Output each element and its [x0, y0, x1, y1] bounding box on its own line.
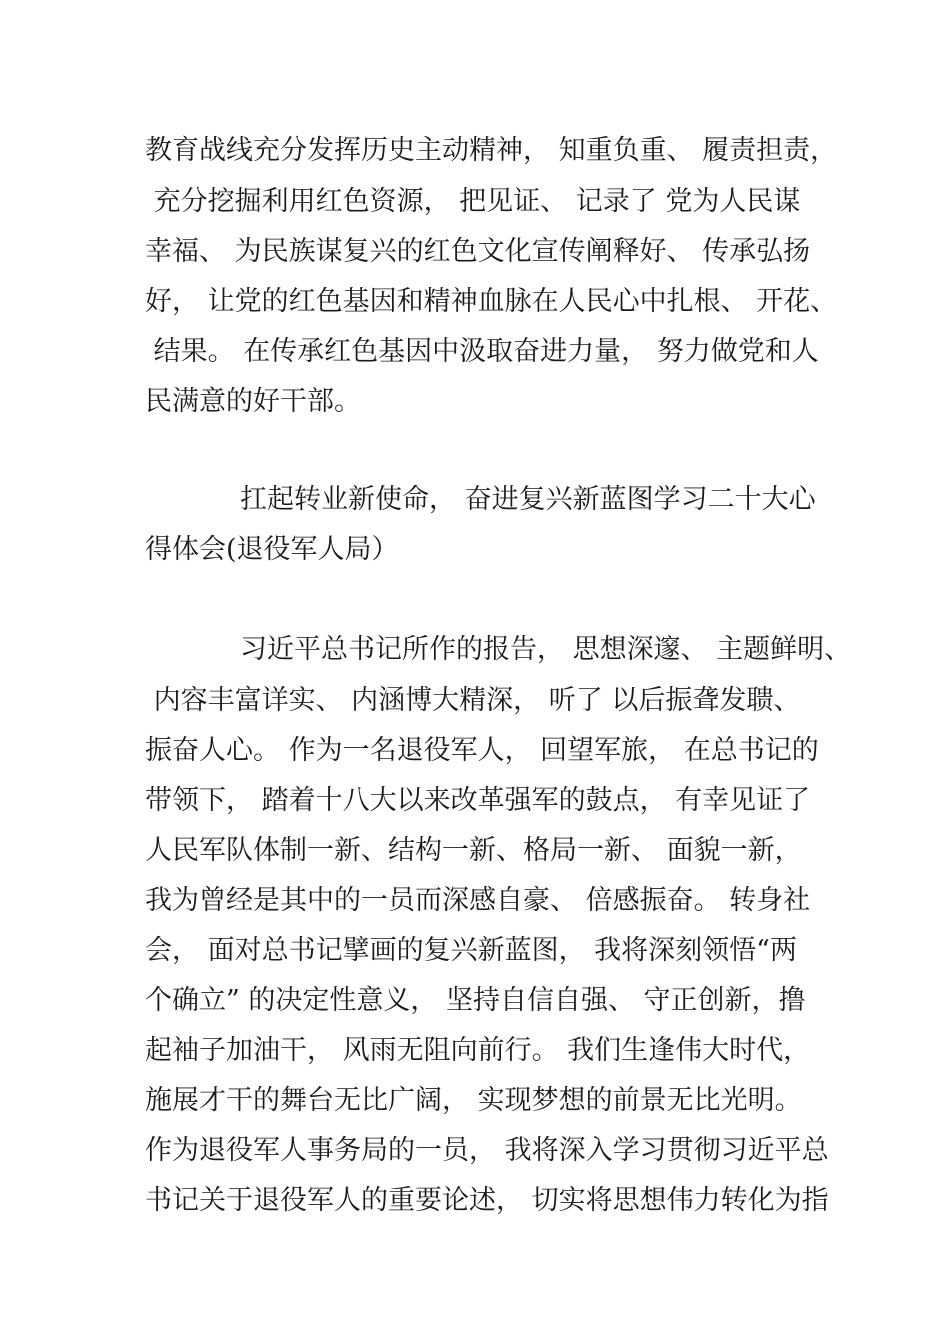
text-line: 我为曾经是其中的一员而深感自豪、 倍感振奋。 转身社: [145, 885, 811, 916]
text-line: 幸福、 为民族谋复兴的红色文化宣传阐释好、 传承弘扬: [145, 236, 811, 267]
text-line: 民满意的好干部。: [145, 386, 361, 417]
text-line: 人民军队体制一新、结构一新、格局一新、 面貌一新，: [145, 835, 802, 866]
title-line: 得体会(退役军人局）: [145, 534, 399, 565]
text-line: 书记关于退役军人的重要论述， 切实将思想伟力转化为指: [145, 1185, 829, 1216]
text-line: 作为退役军人事务局的一员， 我将深入学习贯彻习近平总: [145, 1135, 829, 1166]
text-line: 个确立” 的决定性意义， 坚持自信自强、 守正创新，撸: [145, 985, 806, 1016]
text-line: 带领下， 踏着十八大以来改革强军的鼓点， 有幸见证了: [145, 785, 811, 816]
text-line: 振奋人心。 作为一名退役军人， 回望军旅， 在总书记的: [145, 735, 819, 766]
text-line: 充分挖掘利用红色资源， 把见证、 记录了 党为人民谋: [145, 186, 801, 217]
text-line: 起袖子加油干， 风雨无阻向前行。 我们生逢伟大时代，: [145, 1035, 811, 1066]
text-line: 施展才干的舞台无比广阔， 实现梦想的前景无比光明。: [145, 1085, 802, 1116]
text-line: 会， 面对总书记擘画的复兴新蓝图， 我将深刻领悟“两: [145, 935, 797, 966]
text-line: 习近平总书记所作的报告， 思想深邃、 主题鲜明、: [240, 634, 852, 665]
text-line: 教育战线充分发挥历史主动精神， 知重负重、 履责担责，: [145, 135, 838, 166]
title-line: 扛起转业新使命， 奋进复兴新蓝图学习二十大心: [240, 484, 816, 515]
text-line: 好， 让党的红色基因和精神血脉在人民心中扎根、 开花、: [145, 286, 838, 317]
text-line: 内容丰富详实、 内涵博大精深， 听了 以后振聋发聩、: [145, 685, 801, 716]
text-line: 结果。 在传承红色基因中汲取奋进力量， 努力做党和人: [145, 336, 819, 367]
